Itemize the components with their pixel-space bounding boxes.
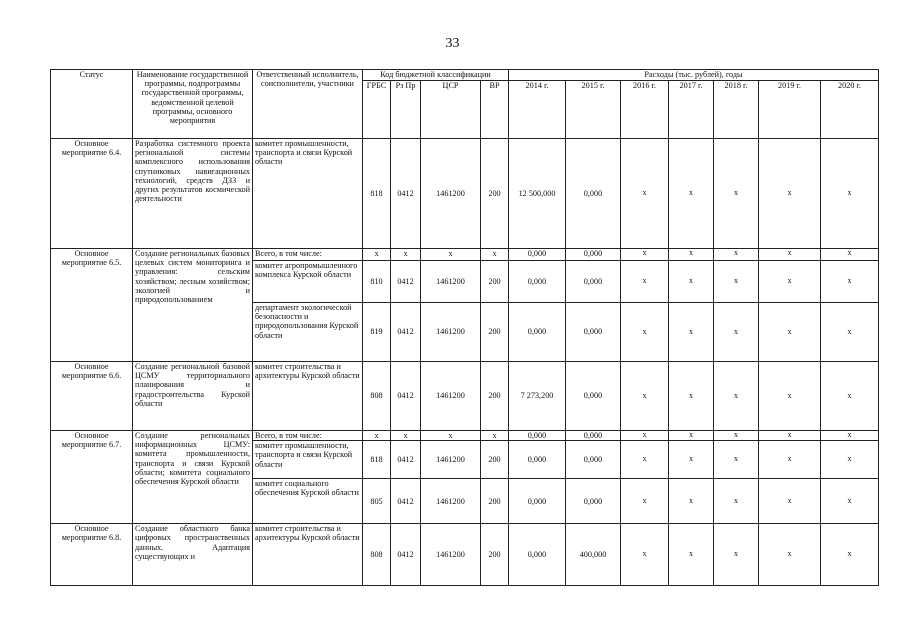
cell-year-2019: x (759, 524, 821, 586)
cell-year-2020: x (821, 139, 879, 249)
cell-csr: x (421, 431, 481, 441)
cell-rzpr: 0412 (391, 441, 421, 479)
cell-grbs: x (363, 431, 391, 441)
cell-year-2014: 12 500,000 (509, 139, 566, 249)
header-2017: 2017 г. (669, 81, 714, 139)
header-bk-group: Код бюджетной классификации (363, 70, 509, 81)
row-responsible: Всего, в том числе: (253, 249, 363, 261)
cell-year-2015: 0,000 (566, 249, 621, 261)
header-expenses-group: Расходы (тыс. рублей), годы (509, 70, 879, 81)
cell-vr: 200 (481, 524, 509, 586)
cell-year-2018: x (714, 249, 759, 261)
cell-year-2017: x (669, 441, 714, 479)
cell-year-2016: x (621, 431, 669, 441)
cell-year-2019: x (759, 362, 821, 431)
cell-year-2015: 400,000 (566, 524, 621, 586)
cell-year-2014: 0,000 (509, 303, 566, 362)
row-responsible: комитет промышленности, транспорта и связи Курской области (253, 441, 363, 479)
cell-csr: 1461200 (421, 479, 481, 524)
cell-year-2020: x (821, 362, 879, 431)
cell-year-2018: x (714, 303, 759, 362)
cell-vr: 200 (481, 303, 509, 362)
header-2020: 2020 г. (821, 81, 879, 139)
cell-year-2016: x (621, 441, 669, 479)
header-2018: 2018 г. (714, 81, 759, 139)
table-body (51, 139, 879, 586)
cell-year-2014: 0,000 (509, 249, 566, 261)
cell-year-2018: x (714, 431, 759, 441)
cell-year-2018: x (714, 261, 759, 303)
cell-year-2019: x (759, 261, 821, 303)
cell-vr: 200 (481, 139, 509, 249)
cell-year-2016: x (621, 303, 669, 362)
cell-year-2019: x (759, 303, 821, 362)
cell-vr: x (481, 249, 509, 261)
header-program: Наименование государственной программы, подпрограммы государственной программы, ведомственной целевой программы, основного мероприятия (133, 70, 253, 139)
cell-year-2016: x (621, 249, 669, 261)
row-status: Основное мероприятие 6.5. (51, 249, 133, 362)
cell-year-2015: 0,000 (566, 139, 621, 249)
cell-rzpr: 0412 (391, 479, 421, 524)
cell-csr: 1461200 (421, 524, 481, 586)
cell-vr: 200 (481, 261, 509, 303)
cell-year-2014: 0,000 (509, 479, 566, 524)
header-responsible: Ответственный исполнитель, соисполнители, участники (253, 70, 363, 139)
cell-vr: 200 (481, 362, 509, 431)
cell-year-2017: x (669, 303, 714, 362)
cell-year-2017: x (669, 524, 714, 586)
cell-grbs: 810 (363, 261, 391, 303)
cell-csr: x (421, 249, 481, 261)
cell-csr: 1461200 (421, 139, 481, 249)
cell-year-2020: x (821, 524, 879, 586)
header-2015: 2015 г. (566, 81, 621, 139)
cell-rzpr: 0412 (391, 524, 421, 586)
cell-year-2014: 0,000 (509, 431, 566, 441)
cell-rzpr: x (391, 431, 421, 441)
cell-rzpr: 0412 (391, 362, 421, 431)
row-measure-name: Создание региональных базовых целевых систем мониторинга и управления: сельским хозяйством; лесным хозяйством; экологией и природопользованием (133, 249, 253, 362)
cell-rzpr: x (391, 249, 421, 261)
row-status: Основное мероприятие 6.7. (51, 431, 133, 524)
row-responsible: комитет агропромышленного комплекса Курской области (253, 261, 363, 303)
cell-year-2015: 0,000 (566, 441, 621, 479)
header-status: Статус (51, 70, 133, 139)
header-rzpr: Рз Пр (391, 81, 421, 139)
header-2019: 2019 г. (759, 81, 821, 139)
row-responsible: департамент экологической безопасности и природопользования Курской области (253, 303, 363, 362)
cell-grbs: 818 (363, 441, 391, 479)
cell-csr: 1461200 (421, 261, 481, 303)
cell-year-2016: x (621, 479, 669, 524)
cell-year-2020: x (821, 261, 879, 303)
cell-year-2017: x (669, 362, 714, 431)
row-responsible: комитет строительства и архитектуры Курской области (253, 362, 363, 431)
cell-year-2017: x (669, 261, 714, 303)
cell-grbs: 808 (363, 362, 391, 431)
page-number: 33 (445, 36, 460, 51)
table-row (51, 431, 879, 441)
row-measure-name: Создание региональной базовой ЦСМУ территориального планирования и градостроительства Курской области (133, 362, 253, 431)
cell-vr: x (481, 431, 509, 441)
cell-year-2015: 0,000 (566, 479, 621, 524)
table-row (51, 249, 879, 261)
cell-year-2018: x (714, 441, 759, 479)
row-measure-name: Создание областного банка цифровых пространственных данных. Адаптация существующих и (133, 524, 253, 586)
cell-year-2020: x (821, 431, 879, 441)
header-2016: 2016 г. (621, 81, 669, 139)
cell-csr: 1461200 (421, 441, 481, 479)
cell-csr: 1461200 (421, 303, 481, 362)
header-2014: 2014 г. (509, 81, 566, 139)
row-responsible: комитет социального обеспечения Курской области (253, 479, 363, 524)
cell-csr: 1461200 (421, 362, 481, 431)
cell-grbs: x (363, 249, 391, 261)
cell-rzpr: 0412 (391, 139, 421, 249)
cell-grbs: 819 (363, 303, 391, 362)
cell-grbs: 805 (363, 479, 391, 524)
cell-year-2020: x (821, 249, 879, 261)
budget-table (50, 69, 879, 586)
cell-year-2017: x (669, 139, 714, 249)
header-csr: ЦСР (421, 81, 481, 139)
cell-year-2015: 0,000 (566, 362, 621, 431)
cell-year-2015: 0,000 (566, 431, 621, 441)
cell-rzpr: 0412 (391, 303, 421, 362)
cell-vr: 200 (481, 479, 509, 524)
row-measure-name: Разработка системного проекта региональной системы комплексного использования спутниковых навигационных технологий, средств ДЗЗ и других результатов космической деятельности (133, 139, 253, 249)
cell-year-2019: x (759, 479, 821, 524)
cell-grbs: 818 (363, 139, 391, 249)
table-row (51, 362, 879, 431)
cell-year-2017: x (669, 249, 714, 261)
row-responsible: комитет промышленности, транспорта и связи Курской области (253, 139, 363, 249)
cell-year-2018: x (714, 362, 759, 431)
table-row (51, 139, 879, 249)
cell-year-2014: 0,000 (509, 524, 566, 586)
cell-year-2019: x (759, 249, 821, 261)
cell-year-2015: 0,000 (566, 303, 621, 362)
cell-year-2019: x (759, 431, 821, 441)
cell-year-2020: x (821, 479, 879, 524)
cell-year-2015: 0,000 (566, 261, 621, 303)
cell-year-2016: x (621, 261, 669, 303)
table-header (51, 70, 879, 139)
row-status: Основное мероприятие 6.6. (51, 362, 133, 431)
row-responsible: Всего, в том числе: (253, 431, 363, 441)
cell-year-2019: x (759, 441, 821, 479)
cell-vr: 200 (481, 441, 509, 479)
cell-year-2019: x (759, 139, 821, 249)
cell-year-2014: 0,000 (509, 261, 566, 303)
cell-rzpr: 0412 (391, 261, 421, 303)
cell-year-2017: x (669, 431, 714, 441)
header-vr: ВР (481, 81, 509, 139)
cell-year-2016: x (621, 524, 669, 586)
table-row (51, 524, 879, 586)
row-responsible: комитет строительства и архитектуры Курской области (253, 524, 363, 586)
cell-year-2017: x (669, 479, 714, 524)
cell-year-2018: x (714, 139, 759, 249)
row-measure-name: Создание региональных информационных ЦСМУ: комитета промышленности, транспорта и связи Курской области; комитета социального обеспечения Курской области (133, 431, 253, 524)
cell-year-2020: x (821, 441, 879, 479)
cell-year-2016: x (621, 139, 669, 249)
cell-year-2016: x (621, 362, 669, 431)
row-status: Основное мероприятие 6.8. (51, 524, 133, 586)
header-grbs: ГРБС (363, 81, 391, 139)
cell-grbs: 808 (363, 524, 391, 586)
cell-year-2018: x (714, 479, 759, 524)
cell-year-2020: x (821, 303, 879, 362)
row-status: Основное мероприятие 6.4. (51, 139, 133, 249)
cell-year-2014: 7 273,200 (509, 362, 566, 431)
cell-year-2014: 0,000 (509, 441, 566, 479)
cell-year-2018: x (714, 524, 759, 586)
